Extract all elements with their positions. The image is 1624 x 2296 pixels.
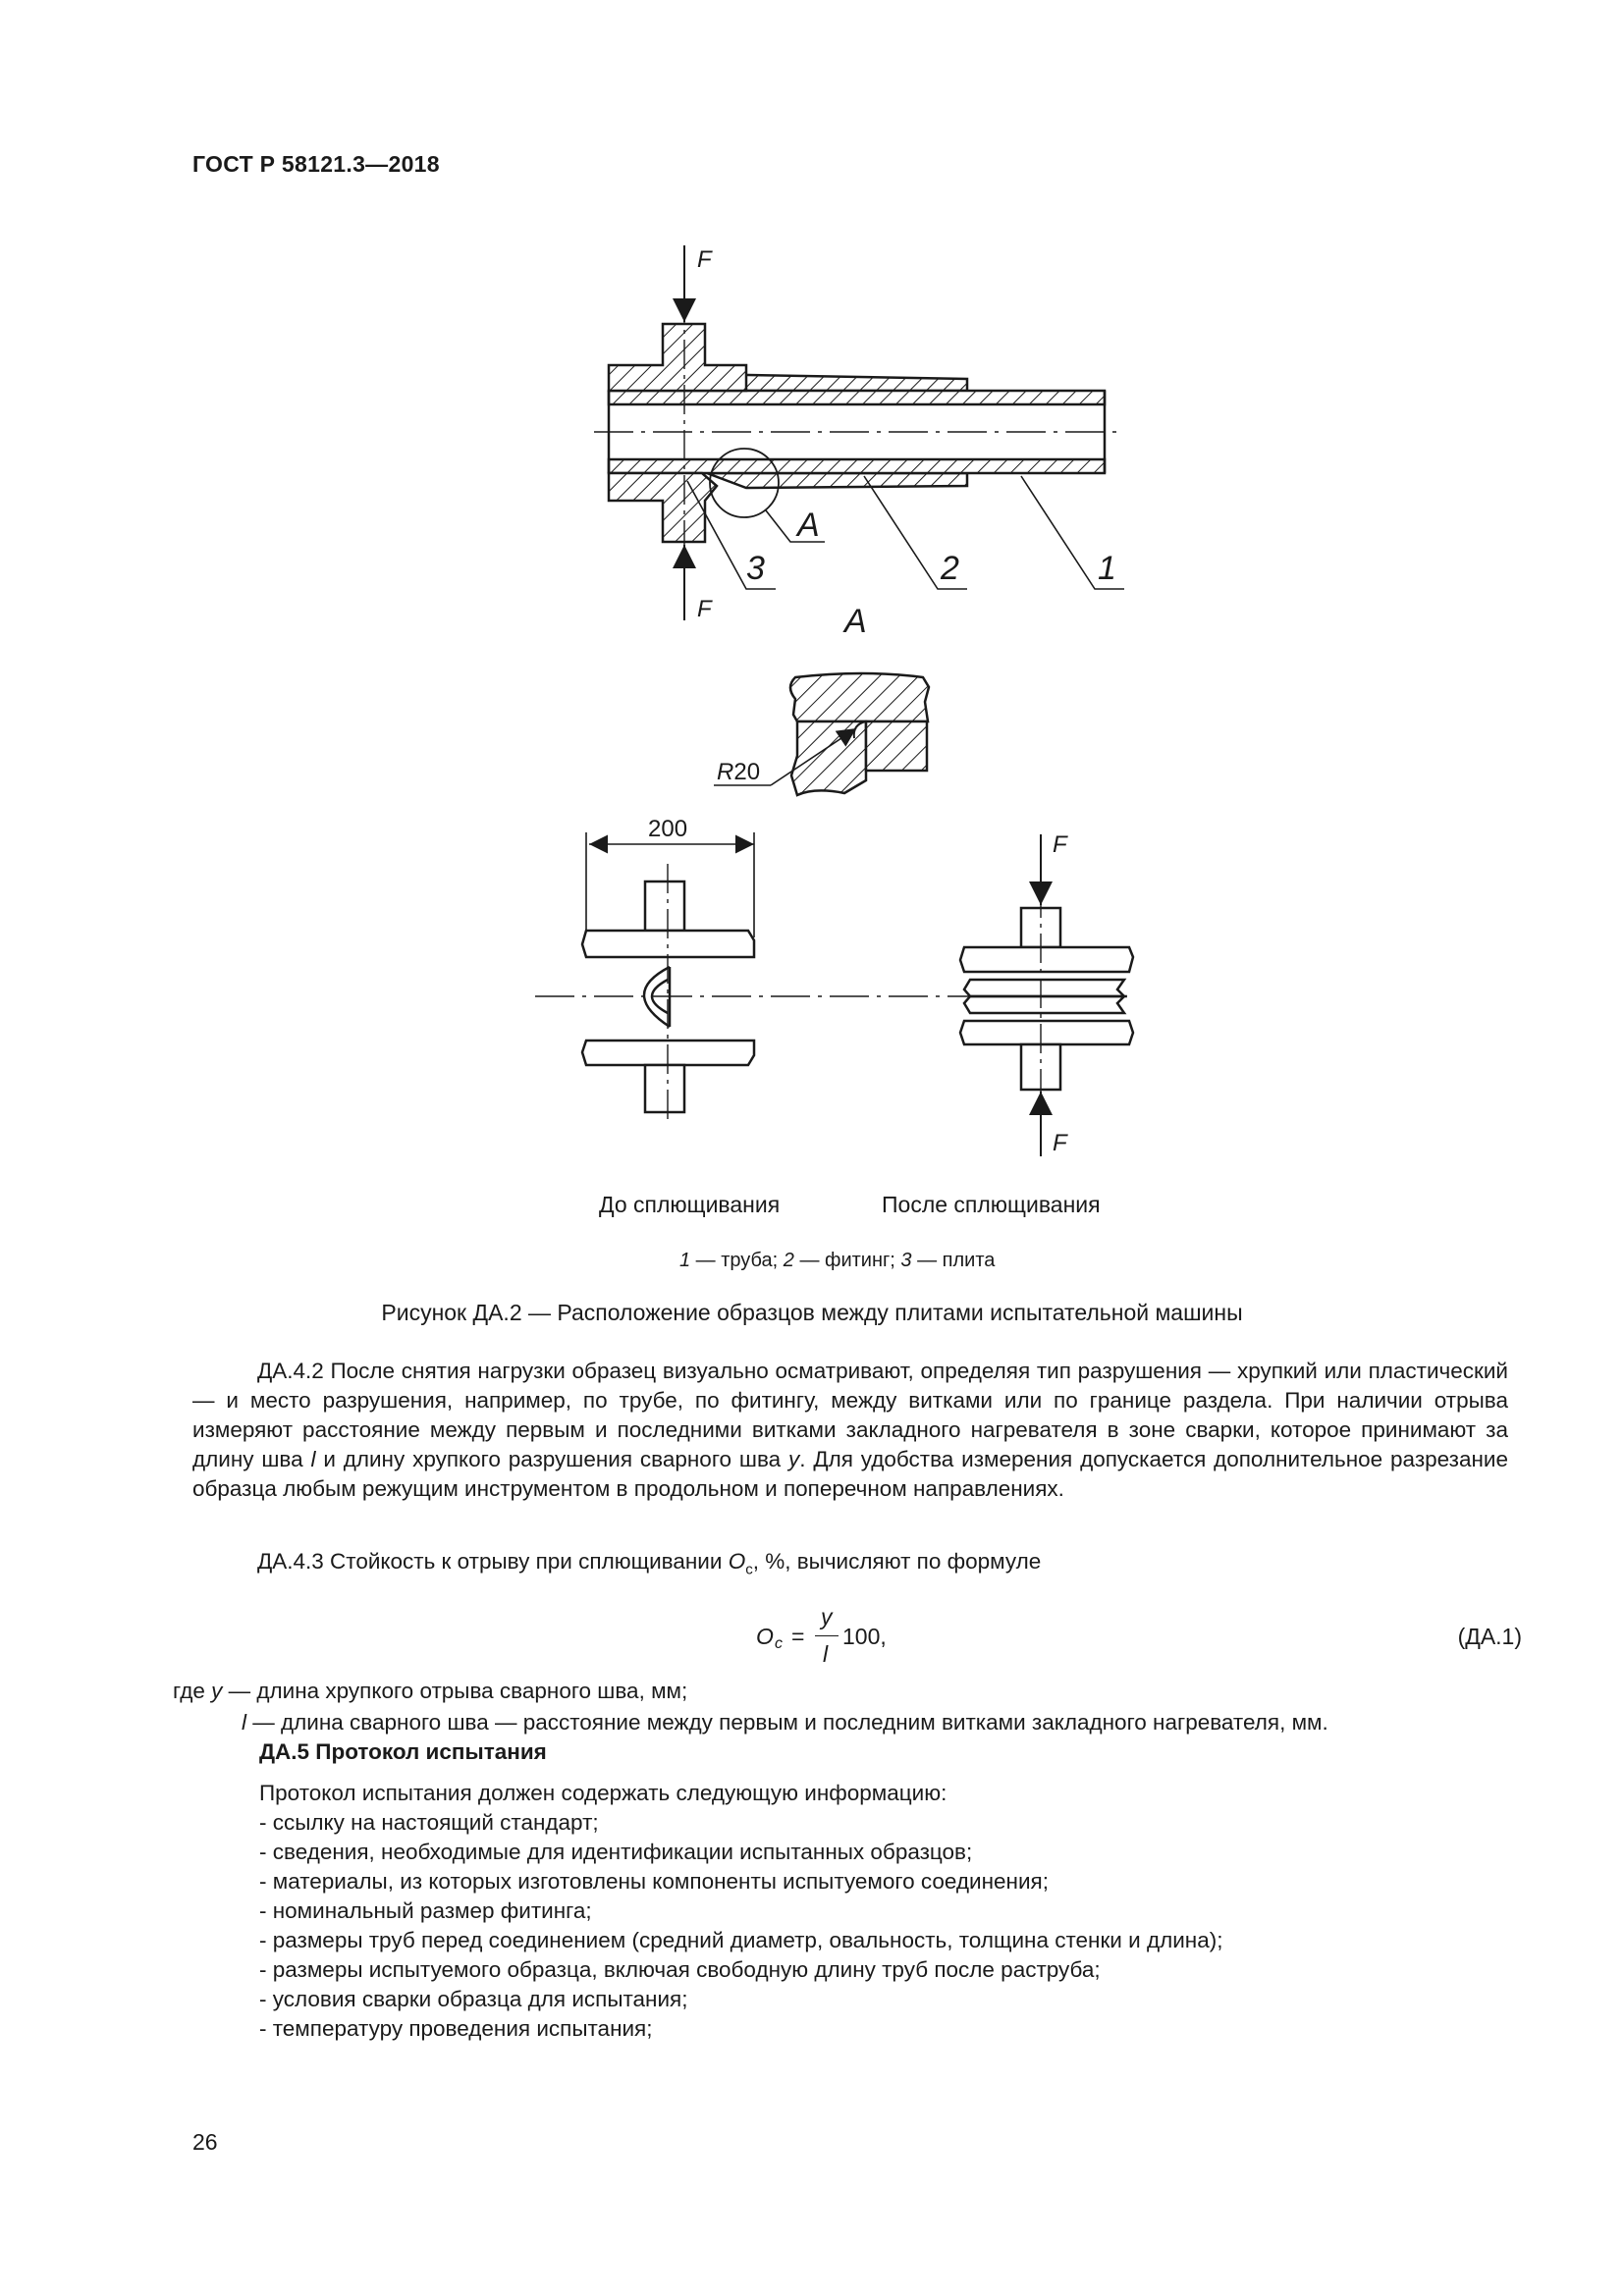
callout-A: A	[797, 507, 820, 544]
figure-legend: 1 — труба; 2 — фитинг; 3 — плита	[679, 1250, 996, 1271]
pipe-wall-bottom	[609, 459, 1105, 473]
fraction-bar	[815, 1635, 839, 1636]
list-item: - материалы, из которых изготовлены компоненты испытуемого соединения;	[259, 1869, 1049, 1894]
force-label-after-top: F	[1053, 831, 1067, 858]
force-label-after-bottom: F	[1053, 1130, 1067, 1156]
paragraph-da-4-2: ДА.4.2 После снятия нагрузки образец визуально осматривают, определяя тип разрушения — хрупкий или пластический — и место разрушения, например, по трубе, по фитингу, между витками или по границе раздела. При наличии отрыва измеряют расстояние между первым и последними витками закладного нагревателя в зоне сварки, которое принимают за длину шва l и длину хрупкого разрушения сварного шва y. Для удобства измерения допускается дополнительное разрезание образца любым режущим инструментом в продольном и поперечном направлениях.	[192, 1359, 1509, 1501]
radius-label: R20	[717, 759, 761, 785]
label-after: После сплющивания	[882, 1192, 1101, 1217]
label-before: До сплющивания	[599, 1192, 781, 1217]
section-title-da-5: ДА.5 Протокол испытания	[259, 1739, 547, 1764]
formula-number: (ДА.1)	[1457, 1624, 1522, 1649]
plate-top	[609, 324, 746, 391]
plate-bottom	[609, 473, 717, 542]
figure-caption: Рисунок ДА.2 — Расположение образцов между плитами испытательной машины	[381, 1300, 1243, 1325]
section-drawing	[594, 294, 1124, 589]
dimension-200: 200	[648, 816, 688, 842]
where-line-l: l — длина сварного шва — расстояние между первым и последним витками закладного нагревателя, мм.	[242, 1710, 1328, 1735]
pipe-wall-top	[609, 391, 1105, 404]
after-flattening-drawing	[960, 888, 1133, 1099]
part-3-label: 3	[746, 550, 765, 587]
list-item: - сведения, необходимые для идентификации испытанных образцов;	[259, 1840, 973, 1864]
list-item: - температуру проведения испытания;	[259, 2016, 653, 2041]
list-item: - размеры труб перед соединением (средний диаметр, овальность, толщина стенки и длина);	[259, 1928, 1223, 1952]
document-code: ГОСТ Р 58121.3—2018	[192, 151, 440, 177]
detail-title-A: A	[844, 603, 867, 640]
force-label-bottom: F	[697, 596, 712, 622]
section-intro: Протокол испытания должен содержать следующую информацию:	[259, 1781, 947, 1805]
list-item: - условия сварки образца для испытания;	[259, 1987, 688, 2011]
paragraph-da-4-3: ДА.4.3 Стойкость к отрыву при сплющивании $O_c$, %, вычисляют по формуле	[257, 1549, 1042, 1578]
formula-da-1: O c = y l 100, (ДА.1)	[756, 1604, 1522, 1667]
where-line-y: где y — длина хрупкого отрыва сварного шва, мм;	[173, 1679, 688, 1703]
list-item: - ссылку на настоящий стандарт;	[259, 1810, 599, 1835]
section-da-5-body	[259, 1779, 1222, 2044]
part-2-label: 2	[941, 550, 959, 587]
list-item: - размеры испытуемого образца, включая свободную длину труб после раструба;	[259, 1957, 1101, 1982]
page-number: 26	[192, 2129, 218, 2155]
part-1-label: 1	[1098, 550, 1116, 587]
detail-A-drawing	[790, 673, 929, 795]
fitting-bottom	[707, 473, 967, 488]
list-item: - номинальный размер фитинга;	[259, 1898, 592, 1923]
force-label-top: F	[697, 246, 712, 273]
